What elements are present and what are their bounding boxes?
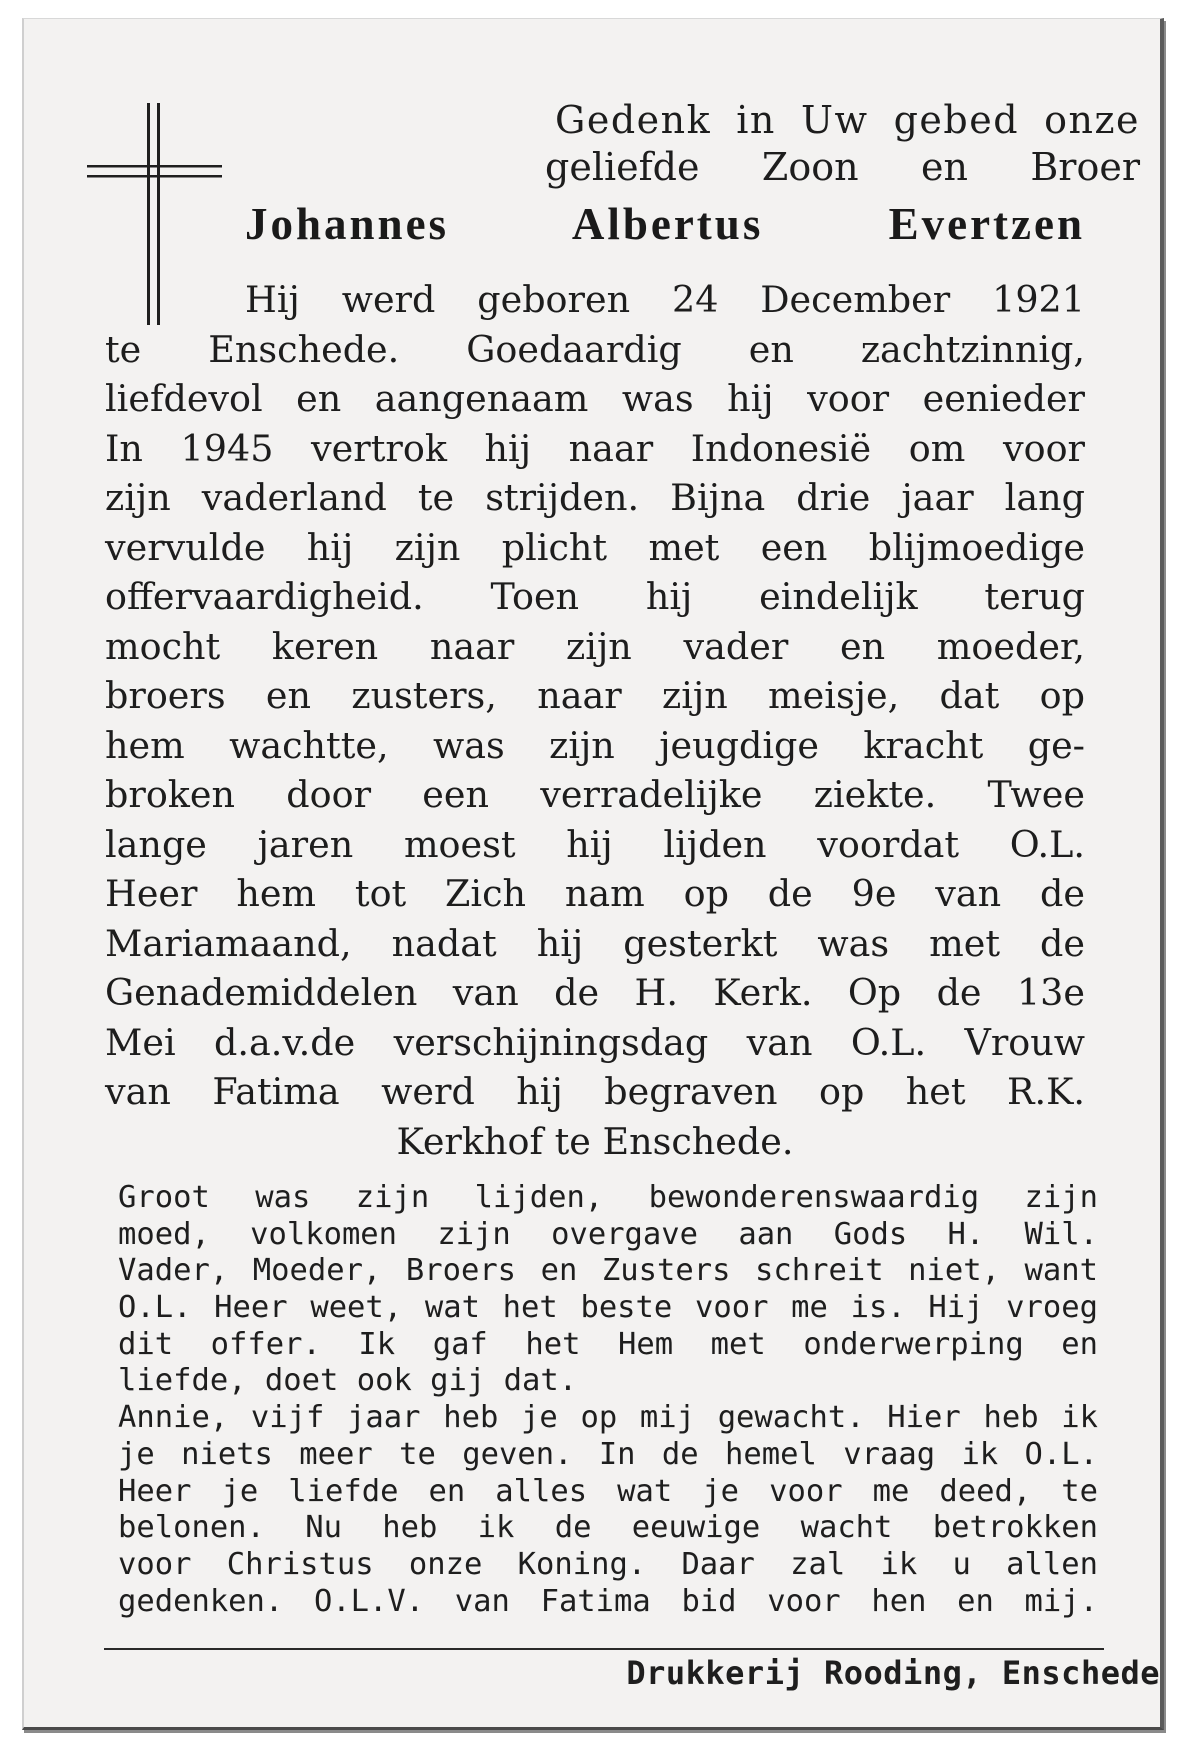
biography-line: zijn vaderland te strijden. Bijna drie jaar lang bbox=[105, 476, 1085, 519]
farewell-text bbox=[118, 1180, 1098, 1620]
farewell-line: Vader, Moeder, Broers en Zusters schreit niet, want bbox=[118, 1253, 1098, 1289]
biography-line: Hij werd geboren 24 December 1921 bbox=[245, 278, 1085, 321]
farewell-line: moed, volkomen zijn overgave aan Gods H. Wil. bbox=[118, 1216, 1098, 1252]
biography-line: Heer hem tot Zich nam op de 9e van de bbox=[105, 872, 1085, 915]
farewell-line: dit offer. Ik gaf het Hem met onderwerping en bbox=[118, 1326, 1098, 1362]
biography-line: broken door een verradelijke ziekte. Twee bbox=[105, 773, 1085, 816]
biography bbox=[105, 275, 1085, 1166]
biography-line: broers en zusters, naar zijn meisje, dat op bbox=[105, 674, 1085, 717]
biography-line: mocht keren naar zijn vader en moeder, bbox=[105, 624, 1085, 668]
farewell-line: gedenken. O.L.V. van Fatima bid voor hen en mij. bbox=[118, 1583, 1098, 1619]
footer-divider bbox=[104, 1648, 1104, 1650]
farewell-line: Annie, vijf jaar heb je op mij gewacht. Hier heb ik bbox=[118, 1400, 1098, 1436]
farewell-line: je niets meer te geven. In de hemel vraag ik O.L. bbox=[118, 1436, 1098, 1472]
biography-line: hem wachtte, was zijn jeugdige kracht ge- bbox=[105, 723, 1085, 767]
biography-line: te Enschede. Goedaardig en zachtzinnig, bbox=[105, 327, 1085, 371]
biography-line: In 1945 vertrok hij naar Indonesië om voor bbox=[105, 426, 1085, 470]
biography-line: offervaardigheid. Toen hij eindelijk terug bbox=[105, 575, 1085, 618]
biography-line: van Fatima werd hij begraven op het R.K. bbox=[105, 1070, 1085, 1113]
biography-line: vervulde hij zijn plicht met een blijmoedige bbox=[105, 525, 1085, 569]
biography-line: liefdevol en aangenaam was hij voor eenieder bbox=[105, 377, 1085, 420]
biography-line: Genademiddelen van de H. Kerk. Op de 13e bbox=[105, 971, 1085, 1014]
farewell-line: belonen. Nu heb ik de eeuwige wacht betrokken bbox=[118, 1510, 1098, 1546]
farewell-line: Groot was zijn lijden, bewonderenswaardig zijn bbox=[118, 1180, 1098, 1215]
heading-line-2: geliefde Zoon en Broer bbox=[545, 145, 1140, 189]
farewell-line: Heer je liefde en alles wat je voor me deed, te bbox=[118, 1473, 1098, 1509]
printer-credit: Drukkerij Rooding, Enschede bbox=[626, 1654, 1160, 1692]
biography-line: Mei d.a.v.de verschijningsdag van O.L. Vrouw bbox=[105, 1020, 1085, 1064]
farewell-line: voor Christus onze Koning. Daar zal ik u allen bbox=[118, 1546, 1098, 1582]
farewell-line: liefde, doet ook gij dat. bbox=[118, 1363, 578, 1399]
biography-line: Mariamaand, nadat hij gesterkt was met de bbox=[105, 921, 1085, 965]
biography-line: Kerkhof te Enschede. bbox=[396, 1119, 794, 1163]
biography-line: lange jaren moest hij lijden voordat O.L. bbox=[105, 822, 1085, 866]
farewell-line: O.L. Heer weet, wat het beste voor me is. Hij vroeg bbox=[118, 1290, 1098, 1326]
heading-line-1: Gedenk in Uw gebed onze bbox=[555, 98, 1140, 142]
deceased-name: Johannes Albertus Evertzen bbox=[245, 199, 1085, 249]
